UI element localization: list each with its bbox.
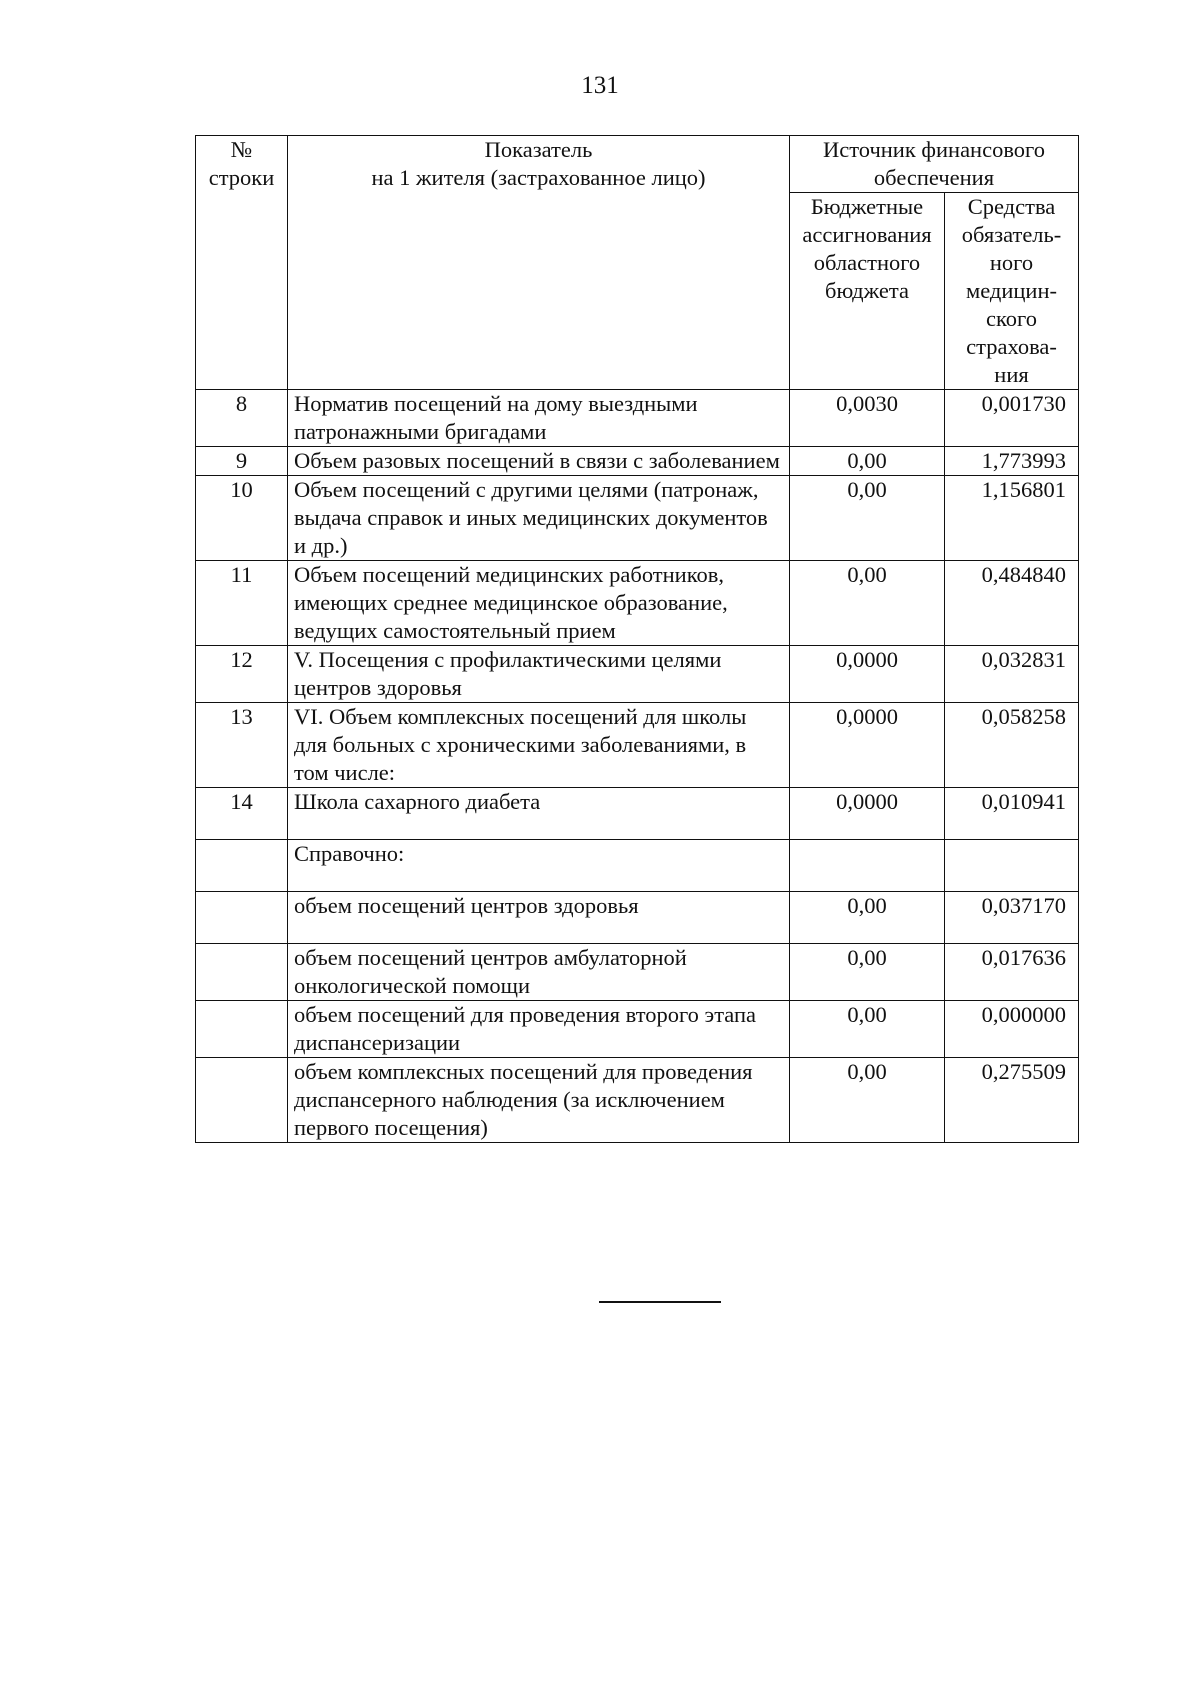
reference-row-budget-value: 0,00 bbox=[790, 944, 945, 1001]
reference-row-budget-value: 0,00 bbox=[790, 892, 945, 944]
reference-row-label: объем посещений для проведения второго этапа диспансеризации bbox=[288, 1001, 790, 1058]
page-number: 131 bbox=[581, 72, 619, 99]
reference-row-budget-value: 0,00 bbox=[790, 1001, 945, 1058]
table-row bbox=[196, 390, 1079, 447]
row-budget-value: 0,0000 bbox=[790, 646, 945, 703]
row-budget-value: 0,0030 bbox=[790, 390, 945, 447]
reference-label: Справочно: bbox=[288, 840, 790, 892]
row-number: 12 bbox=[196, 646, 288, 703]
empty-cell bbox=[196, 892, 288, 944]
header-oms-line: обязатель- bbox=[961, 222, 1062, 247]
header-financing-source: Источник финансового обеспечения bbox=[790, 136, 1079, 193]
reference-row bbox=[196, 944, 1079, 1001]
header-oms-line: ского bbox=[986, 306, 1037, 331]
row-number: 9 bbox=[196, 447, 288, 476]
reference-row bbox=[196, 892, 1079, 944]
reference-row-oms-value: 0,275509 bbox=[945, 1058, 1079, 1143]
header-indicator-line1: Показатель bbox=[484, 137, 593, 162]
row-oms-value: 1,773993 bbox=[945, 447, 1079, 476]
row-oms-value: 0,010941 bbox=[945, 788, 1079, 840]
row-label: V. Посещения с профилактическими целями центров здоровья bbox=[288, 646, 790, 703]
row-label: Объем посещений медицинских работников, имеющих среднее медицинское образование, ведущих самостоятельный прием bbox=[288, 561, 790, 646]
row-number: 14 bbox=[196, 788, 288, 840]
header-indicator bbox=[288, 136, 790, 390]
end-divider-line bbox=[599, 1301, 721, 1303]
header-oms-line: Средства bbox=[967, 194, 1056, 219]
reference-row-label: объем комплексных посещений для проведения диспансерного наблюдения (за исключением первого посещения) bbox=[288, 1058, 790, 1143]
financing-table bbox=[195, 135, 1079, 1143]
reference-row bbox=[196, 1058, 1079, 1143]
row-budget-value: 0,00 bbox=[790, 561, 945, 646]
row-oms-value: 1,156801 bbox=[945, 476, 1079, 561]
row-label: Школа сахарного диабета bbox=[288, 788, 790, 840]
row-budget-value: 0,00 bbox=[790, 447, 945, 476]
header-row-number bbox=[196, 136, 288, 390]
header-row-1 bbox=[196, 136, 1079, 193]
row-oms-value: 0,032831 bbox=[945, 646, 1079, 703]
table-row bbox=[196, 646, 1079, 703]
reference-row-oms-value: 0,000000 bbox=[945, 1001, 1079, 1058]
row-number: 13 bbox=[196, 703, 288, 788]
header-indicator-line2: на 1 жителя (застрахованное лицо) bbox=[371, 165, 706, 190]
table-row bbox=[196, 703, 1079, 788]
empty-cell bbox=[945, 840, 1079, 892]
reference-row-oms-value: 0,017636 bbox=[945, 944, 1079, 1001]
header-oms-line: ного bbox=[989, 250, 1034, 275]
row-label: Объем разовых посещений в связи с заболеванием bbox=[288, 447, 790, 476]
row-oms-value: 0,058258 bbox=[945, 703, 1079, 788]
row-label: Объем посещений с другими целями (патронаж, выдача справок и иных медицинских документов и др.) bbox=[288, 476, 790, 561]
empty-cell bbox=[196, 944, 288, 1001]
header-budget-column: Бюджетные ассигнования областного бюджета bbox=[790, 193, 945, 390]
reference-row-oms-value: 0,037170 bbox=[945, 892, 1079, 944]
empty-cell bbox=[790, 840, 945, 892]
reference-row-budget-value: 0,00 bbox=[790, 1058, 945, 1143]
header-oms-line: ния bbox=[994, 362, 1029, 387]
row-label: Норматив посещений на дому выездными патронажными бригадами bbox=[288, 390, 790, 447]
row-label: VI. Объем комплексных посещений для школы для больных с хроническими заболеваниями, в том числе: bbox=[288, 703, 790, 788]
reference-row-label: объем посещений центров амбулаторной онкологической помощи bbox=[288, 944, 790, 1001]
row-budget-value: 0,0000 bbox=[790, 788, 945, 840]
empty-cell bbox=[196, 840, 288, 892]
row-number: 10 bbox=[196, 476, 288, 561]
reference-row bbox=[196, 1001, 1079, 1058]
header-oms-line: страхова- bbox=[966, 334, 1057, 359]
row-oms-value: 0,001730 bbox=[945, 390, 1079, 447]
row-number: 11 bbox=[196, 561, 288, 646]
header-row-number-label: строки bbox=[208, 165, 275, 190]
reference-row-label: объем посещений центров здоровья bbox=[288, 892, 790, 944]
reference-header-row bbox=[196, 840, 1079, 892]
empty-cell bbox=[196, 1058, 288, 1143]
row-oms-value: 0,484840 bbox=[945, 561, 1079, 646]
header-row-number-sign: № bbox=[230, 137, 253, 162]
row-number: 8 bbox=[196, 390, 288, 447]
row-budget-value: 0,0000 bbox=[790, 703, 945, 788]
row-budget-value: 0,00 bbox=[790, 476, 945, 561]
table-row bbox=[196, 788, 1079, 840]
table-row bbox=[196, 447, 1079, 476]
empty-cell bbox=[196, 1001, 288, 1058]
header-oms-line: медицин- bbox=[965, 278, 1058, 303]
table-row bbox=[196, 561, 1079, 646]
table-row bbox=[196, 476, 1079, 561]
header-oms-column bbox=[945, 193, 1079, 390]
